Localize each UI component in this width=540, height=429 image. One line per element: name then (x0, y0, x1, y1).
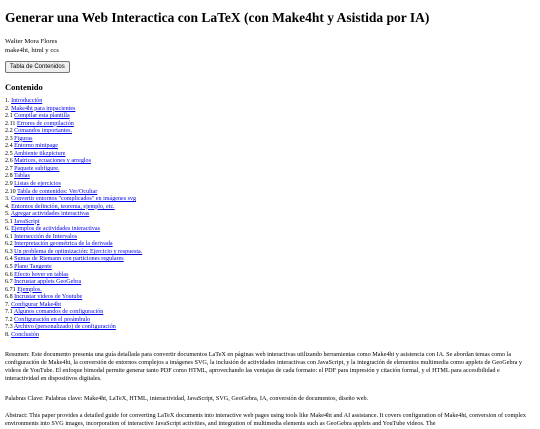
toc-link[interactable]: Efecto hover en tablas (14, 271, 69, 278)
toc-link[interactable]: Un problema de optimización: Ejercicio y respuesta. (14, 248, 143, 255)
toc-link[interactable]: Ambiente tikzpicture (13, 150, 66, 157)
page-title: Generar una Web Interactica con LaTeX (con Make4ht y Asistida por IA) (5, 10, 430, 25)
toc-item (5, 272, 533, 280)
toc-item (5, 98, 533, 106)
toc-item-number: 7.3 (5, 324, 13, 331)
toc-item (5, 106, 533, 114)
keywords-paragraph: Palabras Clave: Palabras clave: Make4ht, LaTeX, HTML, interactividad, JavaScript, SVG, GeoGebra, IA, conversión de documentos, diseño web. (5, 394, 369, 402)
toc-item (5, 324, 533, 332)
toc-link[interactable]: Configurar Make4ht (11, 301, 62, 308)
toc-link[interactable]: Configuración en el preámbulo (14, 316, 91, 323)
resumen-paragraph: Resumen: Este documento presenta una guía detallada para convertir documentos LaTeX en páginas web interactivas utilizando herramientas como Make4ht y asistencia con IA. Se abordan temas como la configuración de Make4ht, la conversión de entornos complejos a imágenes SVG, la inclusión de actividades interactivas con JavaScript, y la integración de elementos multimedia como applets de GeoGebra y videos de YouTube. El enfoque bimodal permite generar tanto PDF como HTML, aprovechando las ventajas de cada formato: el PDF para impresión y citación formal, y el HTML para accesibilidad e interactividad en dispositivos digitales. (5, 350, 523, 383)
toc-item (5, 256, 533, 264)
toc-link[interactable]: Entorno minipage (14, 143, 58, 150)
toc-item-number: 6.7 (5, 279, 13, 286)
toc-item-number: 8. (5, 331, 10, 338)
toc-item-number: 7.2 (5, 316, 13, 323)
toc-link[interactable]: Agregar actividades interactivas (10, 211, 90, 218)
toc-link[interactable]: Intersección de Intervalos (14, 233, 78, 240)
toc-item-number: 2.4 (5, 143, 13, 150)
toc-item-number: 5.1 (5, 218, 13, 225)
toc-item (5, 151, 533, 159)
toc-item-number: 2.1 (5, 113, 13, 120)
toc-link[interactable]: Interpretación geométrica de la derivada (14, 241, 113, 248)
toc-link[interactable]: Tabla de contenidos: Ver/Ocultar (17, 188, 98, 195)
author-name: Walter Mora Flores (5, 38, 58, 45)
toc-item-number: 6.6 (5, 271, 13, 278)
toc-link[interactable]: Make4ht para impacientes (11, 105, 76, 112)
toc-link[interactable]: Listas de ejercicios (14, 181, 61, 188)
toc-item-number: 2.5 (5, 150, 13, 157)
toc-link[interactable]: Sumas de Riemann con particiones regulares (14, 256, 124, 263)
toc-item-number: 1. (5, 98, 10, 104)
toc-item (5, 241, 533, 249)
toc-item (5, 264, 533, 272)
toc-item (5, 121, 533, 129)
toc-link[interactable]: Errores de compilación (16, 120, 74, 127)
toc-item (5, 309, 533, 317)
abstract-paragraph: Abstract: This paper provides a detailed guide for converting LaTeX documents into interactive web pages using tools like Make4ht and AI assistance. It covers configuration of Make4ht, conversion of complex environments into SVG images, incorporation of interactive JavaScript activities, and integration of multimedia elements such as GeoGebra applets and YouTube videos. The (5, 411, 526, 428)
toc-item-number: 2.10 (5, 188, 16, 195)
toc-item (5, 219, 533, 227)
toc-item (5, 332, 533, 340)
toc-item-number: 6.71 (5, 286, 16, 293)
toc-item-number: 2. (5, 105, 10, 112)
toc-item (5, 249, 533, 257)
toc-item-number: 7.1 (5, 309, 13, 316)
toc-link[interactable]: Matrices, ecuaciones y arreglos (14, 158, 91, 165)
table-of-contents (5, 98, 533, 340)
toc-item-number: 6.1 (5, 233, 13, 240)
toc-link[interactable]: Conclusión (11, 331, 39, 338)
toc-item-number: 7. (5, 301, 10, 308)
toc-link[interactable]: Plano Tangente (14, 264, 52, 271)
toc-link[interactable]: Incrustar videos de Youtube (14, 294, 83, 301)
toc-item-number: 2.6 (5, 158, 13, 165)
toc-item-number: 6.2 (5, 241, 13, 248)
toc-item-number: 2.2 (5, 128, 13, 135)
toc-item (5, 166, 533, 174)
document-tags: make4ht, html y ccs (5, 46, 59, 54)
toc-item-number: 2.9 (5, 181, 13, 188)
toc-item (5, 158, 533, 166)
toc-link[interactable]: Convertir entornos "complicados" en imágenes svg (11, 196, 137, 203)
toc-link[interactable]: Incrustar applets GeoGebra (14, 279, 82, 286)
toc-item (5, 279, 533, 287)
toc-item-number: 6. (5, 226, 10, 233)
toc-item-number: 5. (5, 211, 10, 218)
toc-item (5, 287, 533, 295)
toc-item (5, 173, 533, 181)
toc-item-number: 6.4 (5, 256, 13, 263)
toc-item (5, 128, 533, 136)
toc-item-number: 6.5 (5, 264, 13, 271)
toc-item (5, 143, 533, 151)
toc-link[interactable]: Introducción (11, 98, 43, 104)
toc-item (5, 211, 533, 219)
toc-item (5, 113, 533, 121)
toc-item-number: 2.11 (5, 120, 16, 127)
toc-link[interactable]: Compilar esta plantilla (14, 113, 70, 120)
toc-item (5, 181, 533, 189)
toc-item (5, 136, 533, 144)
toc-item (5, 294, 533, 302)
toc-item-number: 6.3 (5, 248, 13, 255)
toc-item (5, 196, 533, 204)
toc-toggle-button[interactable]: Tabla de Contenidos (5, 61, 70, 73)
toc-link[interactable]: Figuras (14, 135, 33, 142)
toc-item-number: 2.3 (5, 135, 13, 142)
toc-link[interactable]: Algunos comandos de configuración (13, 309, 104, 316)
contents-heading: Contenido (5, 82, 43, 92)
toc-item (5, 226, 533, 234)
toc-item-number: 3. (5, 196, 10, 203)
toc-link[interactable]: Paquete subfigure. (14, 165, 60, 172)
toc-link[interactable]: Tablas (14, 173, 30, 180)
toc-link[interactable]: Comandos importantes. (14, 128, 73, 135)
toc-item (5, 189, 533, 197)
toc-item (5, 204, 533, 212)
toc-item-number: 2.8 (5, 173, 13, 180)
toc-link[interactable]: Ejemplos de actividades interactivas (11, 226, 100, 233)
toc-item-number: 4. (5, 203, 10, 210)
toc-link[interactable]: JavaScript (14, 218, 40, 225)
toc-item (5, 234, 533, 242)
toc-link[interactable]: Entornos definción, teorema, ejemplo, etc. (11, 203, 115, 210)
toc-link[interactable]: Ejemplos. (17, 286, 42, 293)
toc-item-number: 2.7 (5, 165, 13, 172)
toc-item-number: 6.8 (5, 294, 13, 301)
toc-link[interactable]: Archivo (personalizado) de configuración (13, 324, 116, 331)
